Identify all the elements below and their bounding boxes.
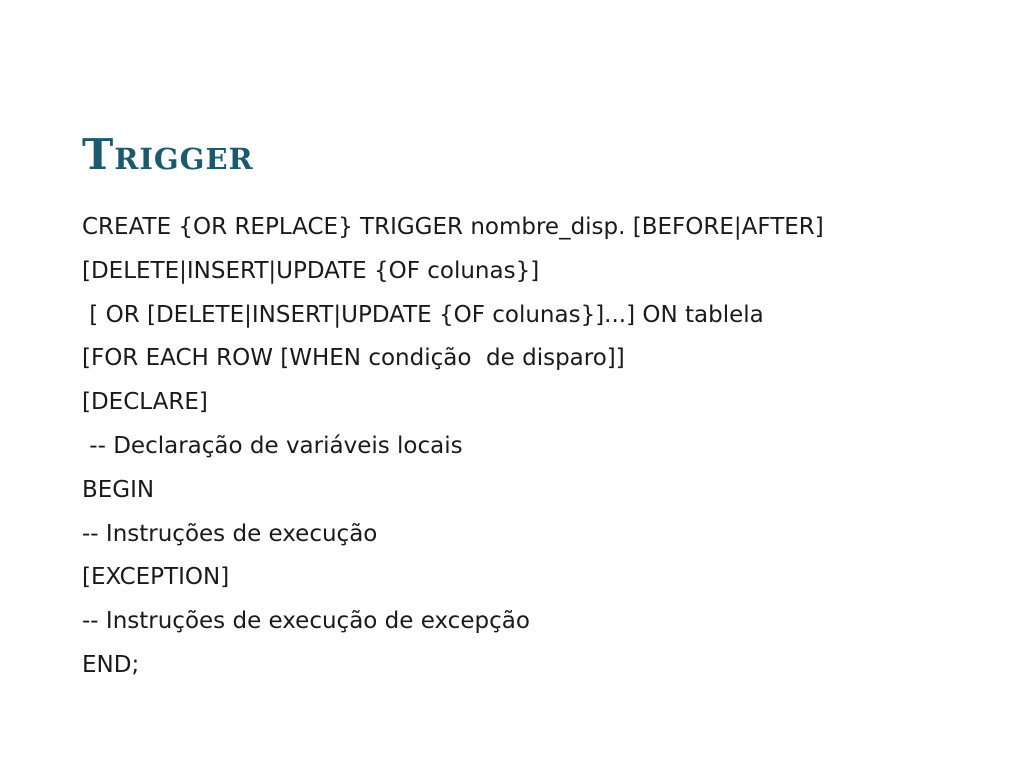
syntax-line-for-each-row: [FOR EACH ROW [WHEN condição de disparo]] — [82, 345, 625, 372]
syntax-line-exception-comment: -- Instruções de execução de excepção — [82, 608, 530, 635]
trigger-syntax-block — [82, 206, 1002, 688]
syntax-line-create: CREATE {OR REPLACE} TRIGGER nombre_disp. [BEFORE|AFTER] — [82, 214, 824, 240]
syntax-line-exception: [EXCEPTION] — [82, 564, 230, 591]
syntax-line-or-events: [ OR [DELETE|INSERT|UPDATE {OF colunas}]...] ON tablela — [82, 301, 764, 328]
syntax-line-events: [DELETE|INSERT|UPDATE {OF colunas}] — [82, 257, 540, 284]
syntax-line-declare-comment: -- Declaração de variáveis locais — [82, 432, 463, 459]
syntax-line-begin: BEGIN — [82, 476, 155, 503]
syntax-line-execution-comment: -- Instruções de execução — [82, 520, 378, 547]
syntax-line-declare: [DECLARE] — [82, 389, 208, 416]
slide-title: Trigger — [82, 130, 254, 179]
syntax-line-end: END; — [82, 651, 140, 678]
